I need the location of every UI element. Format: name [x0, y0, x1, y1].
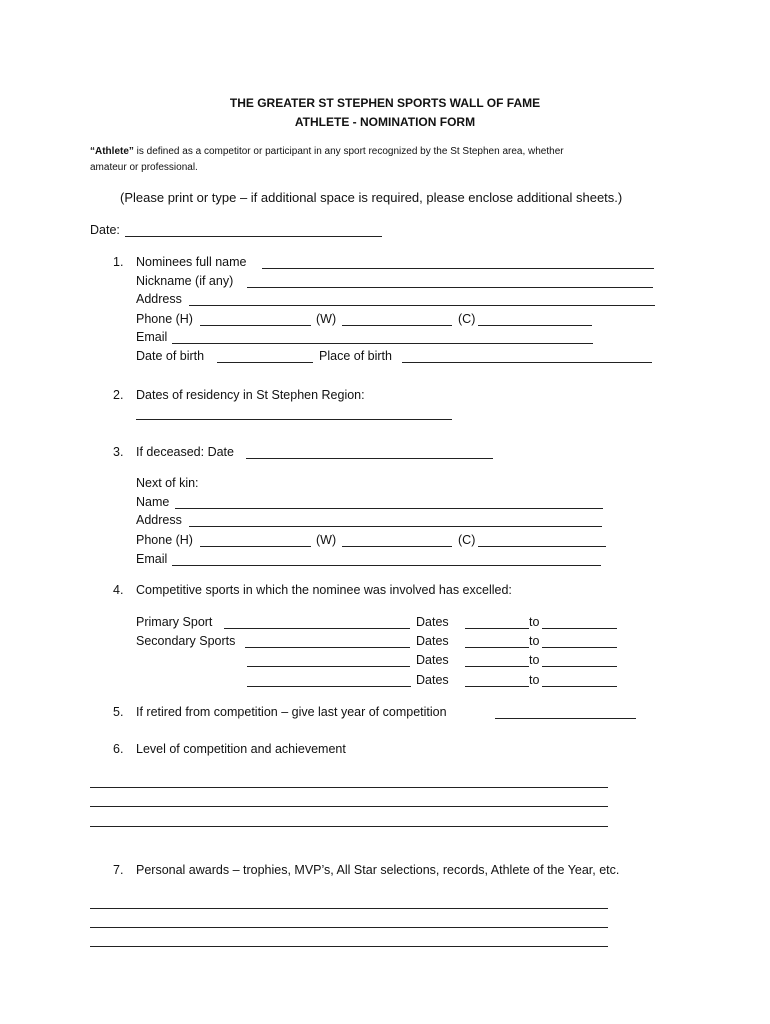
deceased-date-label: If deceased: Date [136, 445, 234, 459]
secondary-sport-line-2[interactable] [247, 666, 410, 667]
athlete-definition-text: is defined as a competitor or participant in any sport recognized by the St Stephen area, whether [133, 146, 564, 157]
secondary-dates-label-1: Dates [416, 634, 449, 648]
dob-label: Date of birth [136, 349, 205, 363]
date-label: Date: [90, 223, 120, 237]
personal-awards-line-1[interactable] [90, 908, 608, 909]
personal-awards-label: Personal awards – trophies, MVP’s, All Star selections, records, Athlete of the Year, etc. [136, 863, 620, 877]
phone-work-label: (W) [316, 312, 337, 326]
place-of-birth-label: Place of birth [319, 349, 392, 363]
email-line[interactable] [172, 343, 593, 344]
secondary-dates-from-line-3[interactable] [465, 686, 529, 687]
nickname-label: Nickname (if any) [136, 274, 234, 288]
competition-level-label: Level of competition and achievement [136, 742, 346, 756]
competition-level-line-3[interactable] [90, 826, 608, 827]
competition-level-line-1[interactable] [90, 787, 608, 788]
phone-work-line[interactable] [342, 325, 452, 326]
dob-line[interactable] [217, 362, 313, 363]
instructions: (Please print or type – if additional space is required, please enclose additional sheets.) [120, 190, 623, 205]
athlete-definition-line2: amateur or professional. [90, 162, 198, 173]
address-line[interactable] [189, 305, 655, 306]
primary-dates-from-line[interactable] [465, 628, 529, 629]
secondary-dates-label-3: Dates [416, 673, 449, 687]
primary-to-label: to [529, 615, 540, 629]
deceased-date-line[interactable] [246, 458, 493, 459]
kin-name-label: Name [136, 495, 170, 509]
kin-phone-home-label: Phone (H) [136, 533, 193, 547]
section3-number: 3. [113, 445, 124, 459]
place-of-birth-line[interactable] [402, 362, 652, 363]
secondary-dates-from-line-2[interactable] [465, 666, 529, 667]
secondary-sports-label: Secondary Sports [136, 634, 236, 648]
residency-line[interactable] [136, 419, 452, 420]
email-label: Email [136, 330, 168, 344]
personal-awards-line-2[interactable] [90, 927, 608, 928]
primary-dates-to-line[interactable] [542, 628, 617, 629]
phone-home-line[interactable] [200, 325, 311, 326]
secondary-dates-from-line-1[interactable] [465, 647, 529, 648]
next-of-kin-label: Next of kin: [136, 476, 199, 490]
nominee-name-line[interactable] [262, 268, 654, 269]
kin-phone-cell-line[interactable] [478, 546, 606, 547]
phone-cell-label: (C) [458, 312, 476, 326]
primary-sport-label: Primary Sport [136, 615, 213, 629]
form-title-line2: ATHLETE - NOMINATION FORM [294, 115, 476, 129]
section7-number: 7. [113, 863, 124, 877]
primary-sport-line[interactable] [224, 628, 410, 629]
nominee-name-label: Nominees full name [136, 255, 247, 269]
kin-email-label: Email [136, 552, 168, 566]
primary-dates-label: Dates [416, 615, 449, 629]
kin-address-label: Address [136, 513, 182, 527]
retired-label: If retired from competition – give last year of competition [136, 705, 447, 719]
kin-name-line[interactable] [175, 508, 603, 509]
residency-label: Dates of residency in St Stephen Region: [136, 388, 365, 402]
athlete-term: “Athlete” [90, 146, 134, 157]
section6-number: 6. [113, 742, 124, 756]
secondary-to-label-1: to [529, 634, 540, 648]
section2-number: 2. [113, 388, 124, 402]
nickname-line[interactable] [247, 287, 653, 288]
secondary-dates-to-line-2[interactable] [542, 666, 617, 667]
sports-label: Competitive sports in which the nominee was involved has excelled: [136, 583, 512, 597]
section4-number: 4. [113, 583, 124, 597]
kin-phone-work-label: (W) [316, 533, 337, 547]
secondary-dates-to-line-1[interactable] [542, 647, 617, 648]
secondary-sport-line-3[interactable] [247, 686, 411, 687]
kin-phone-cell-label: (C) [458, 533, 476, 547]
section5-number: 5. [113, 705, 124, 719]
kin-address-line[interactable] [189, 526, 602, 527]
secondary-sport-line-1[interactable] [245, 647, 410, 648]
kin-phone-work-line[interactable] [342, 546, 452, 547]
form-title-line1: THE GREATER ST STEPHEN SPORTS WALL OF FAME [229, 96, 541, 110]
phone-home-label: Phone (H) [136, 312, 193, 326]
athlete-definition-line1 [90, 147, 564, 157]
personal-awards-line-3[interactable] [90, 946, 608, 947]
date-field-line[interactable] [125, 236, 382, 237]
secondary-to-label-2: to [529, 653, 540, 667]
competition-level-line-2[interactable] [90, 806, 608, 807]
address-label: Address [136, 292, 182, 306]
phone-cell-line[interactable] [478, 325, 592, 326]
kin-email-line[interactable] [172, 565, 601, 566]
secondary-to-label-3: to [529, 673, 540, 687]
secondary-dates-to-line-3[interactable] [542, 686, 617, 687]
section1-number: 1. [113, 255, 124, 269]
kin-phone-home-line[interactable] [200, 546, 311, 547]
retired-year-line[interactable] [495, 718, 636, 719]
secondary-dates-label-2: Dates [416, 653, 449, 667]
